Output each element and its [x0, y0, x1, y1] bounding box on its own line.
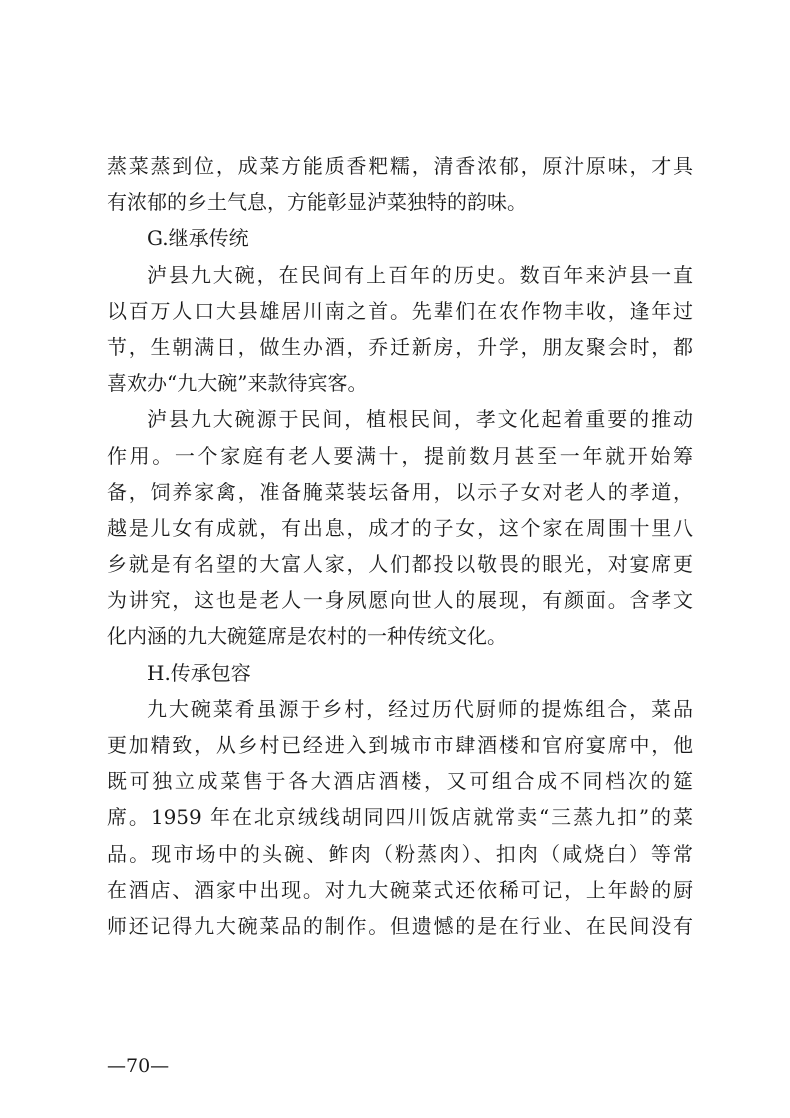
text-line: 泸县九大碗源于民间，植根民间，孝文化起着重要的推动 [147, 407, 693, 432]
text-line: 既可独立成菜售于各大酒店酒楼，又可组合成不同档次的筵 [107, 769, 693, 794]
text-line: 以百万人口大县雄居川南之首。先辈们在农作物丰收，逢年过 [107, 298, 693, 323]
text-line: 化内涵的九大碗筵席是农村的一种传统文化。 [107, 624, 507, 649]
text-line: 作用。一个家庭有老人要满十，提前数月甚至一年就开始筹 [107, 443, 693, 468]
text-line: 为讲究，这也是老人一身夙愿向世人的展现，有颜面。含孝文 [107, 588, 693, 613]
text-line: 师还记得九大碗菜品的制作。但遗憾的是在行业、在民间没有 [107, 913, 693, 938]
text-line: 喜欢办“九大碗”来款待宾客。 [107, 371, 368, 396]
text-line: 有浓郁的乡土气息，方能彰显泸菜独特的韵味。 [107, 190, 527, 215]
text-line: 九大碗菜肴虽源于乡村，经过历代厨师的提炼组合，菜品 [147, 696, 693, 721]
text-line: 品。现市场中的头碗、鲊肉（粉蒸肉）、扣肉（咸烧白）等常 [107, 841, 693, 866]
text-line: 越是儿女有成就，有出息，成才的子女，这个家在周围十里八 [107, 515, 693, 540]
section-heading-g: G.继承传统 [147, 226, 249, 251]
page-number: —70— [107, 1055, 170, 1077]
text-line: 乡就是有名望的大富人家，人们都投以敬畏的眼光，对宴席更 [107, 552, 693, 577]
text-line: 在酒店、酒家中出现。对九大碗菜式还依稀可记，上年龄的厨 [107, 877, 693, 902]
text-line: 蒸菜蒸到位，成菜方能质香粑糯，清香浓郁，原汁原味，才具 [107, 154, 693, 178]
text-line: 更加精致，从乡村已经进入到城市市肆酒楼和官府宴席中，他 [107, 733, 693, 757]
section-heading-h: H.传承包容 [147, 660, 251, 685]
text-line: 备，饲养家禽，准备腌菜装坛备用，以示子女对老人的孝道， [107, 479, 693, 504]
body-text [107, 148, 693, 944]
text-line: 泸县九大碗，在民间有上百年的历史。数百年来泸县一直 [147, 262, 693, 287]
text-line: 节，生朝满日，做生办酒，乔迁新房，升学，朋友聚会时，都 [107, 334, 693, 359]
text-line: 席。1959 年在北京绒线胡同四川饭店就常卖“三蒸九扣”的菜 [107, 805, 693, 830]
